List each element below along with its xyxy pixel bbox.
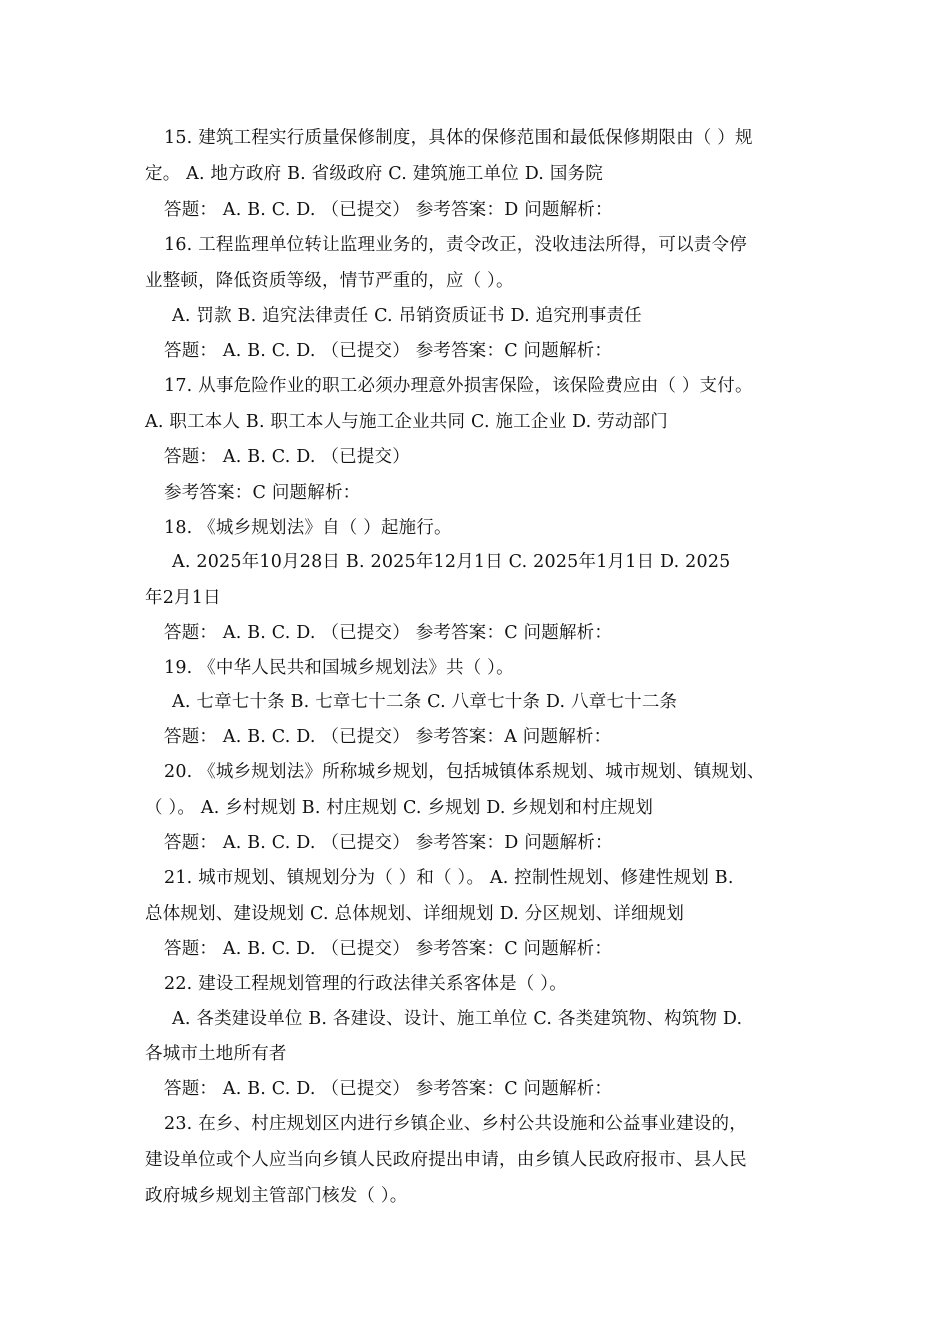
question-23-text-cont-1: 建设单位或个人应当向乡镇人民政府提出申请，由乡镇人民政府报市、县人民: [145, 1150, 747, 1170]
question-17-reference: 参考答案：C 问题解析：: [164, 483, 361, 503]
question-20-text: 20. 《城乡规划法》所称城乡规划，包括城镇体系规划、城市规划、镇规划、: [164, 762, 765, 782]
question-21-answer: 答题： A. B. C. D. （已提交） 参考答案：C 问题解析：: [164, 939, 613, 959]
question-16-answer: 答题： A. B. C. D. （已提交） 参考答案：C 问题解析：: [164, 341, 613, 361]
question-16-text-cont: 业整顿，降低资质等级，情节严重的，应（ ）。: [145, 271, 514, 291]
question-18-answer: 答题： A. B. C. D. （已提交） 参考答案：C 问题解析：: [164, 623, 613, 643]
question-23-text: 23. 在乡、村庄规划区内进行乡镇企业、乡村公共设施和公益事业建设的，: [164, 1114, 747, 1134]
question-18-text: 18. 《城乡规划法》自（ ）起施行。: [164, 518, 452, 538]
question-20-options: （ ）。 A. 乡村规划 B. 村庄规划 C. 乡规划 D. 乡规划和村庄规划: [145, 798, 654, 818]
question-15-options: 定。 A. 地方政府 B. 省级政府 C. 建筑施工单位 D. 国务院: [145, 164, 603, 184]
question-22-options-cont: 各城市土地所有者: [145, 1044, 287, 1064]
question-19-options: A. 七章七十条 B. 七章七十二条 C. 八章七十条 D. 八章七十二条: [172, 692, 678, 712]
question-17-text: 17. 从事危险作业的职工必须办理意外损害保险，该保险费应由（ ）支付。: [164, 376, 753, 396]
question-17-options: A. 职工本人 B. 职工本人与施工企业共同 C. 施工企业 D. 劳动部门: [145, 412, 668, 432]
question-15-answer: 答题： A. B. C. D. （已提交） 参考答案：D 问题解析：: [164, 200, 613, 220]
question-16-text: 16. 工程监理单位转让监理业务的，责令改正，没收违法所得，可以责令停: [164, 235, 747, 255]
question-18-options-cont: 年2月1日: [145, 588, 221, 608]
question-17-answer: 答题： A. B. C. D. （已提交）: [164, 447, 410, 467]
question-20-answer: 答题： A. B. C. D. （已提交） 参考答案：D 问题解析：: [164, 833, 613, 853]
question-22-text: 22. 建设工程规划管理的行政法律关系客体是（ ）。: [164, 974, 567, 994]
question-19-answer: 答题： A. B. C. D. （已提交） 参考答案：A 问题解析：: [164, 727, 612, 747]
question-19-text: 19. 《中华人民共和国城乡规划法》共（ ）。: [164, 658, 514, 678]
question-21-options: 总体规划、建设规划 C. 总体规划、详细规划 D. 分区规划、详细规划: [145, 904, 685, 924]
question-23-text-cont-2: 政府城乡规划主管部门核发（ ）。: [145, 1186, 408, 1206]
question-21-text: 21. 城市规划、镇规划分为（ ）和（ ）。 A. 控制性规划、修建性规划 B.: [164, 868, 734, 888]
question-22-options: A. 各类建设单位 B. 各建设、设计、施工单位 C. 各类建筑物、构筑物 D.: [172, 1009, 743, 1029]
question-16-options: A. 罚款 B. 追究法律责任 C. 吊销资质证书 D. 追究刑事责任: [172, 306, 642, 326]
question-18-options: A. 2025年10月28日 B. 2025年12月1日 C. 2025年1月1日 D. 2025: [172, 552, 731, 572]
question-15-text: 15. 建筑工程实行质量保修制度，具体的保修范围和最低保修期限由（ ）规: [164, 128, 753, 148]
question-22-answer: 答题： A. B. C. D. （已提交） 参考答案：C 问题解析：: [164, 1079, 613, 1099]
